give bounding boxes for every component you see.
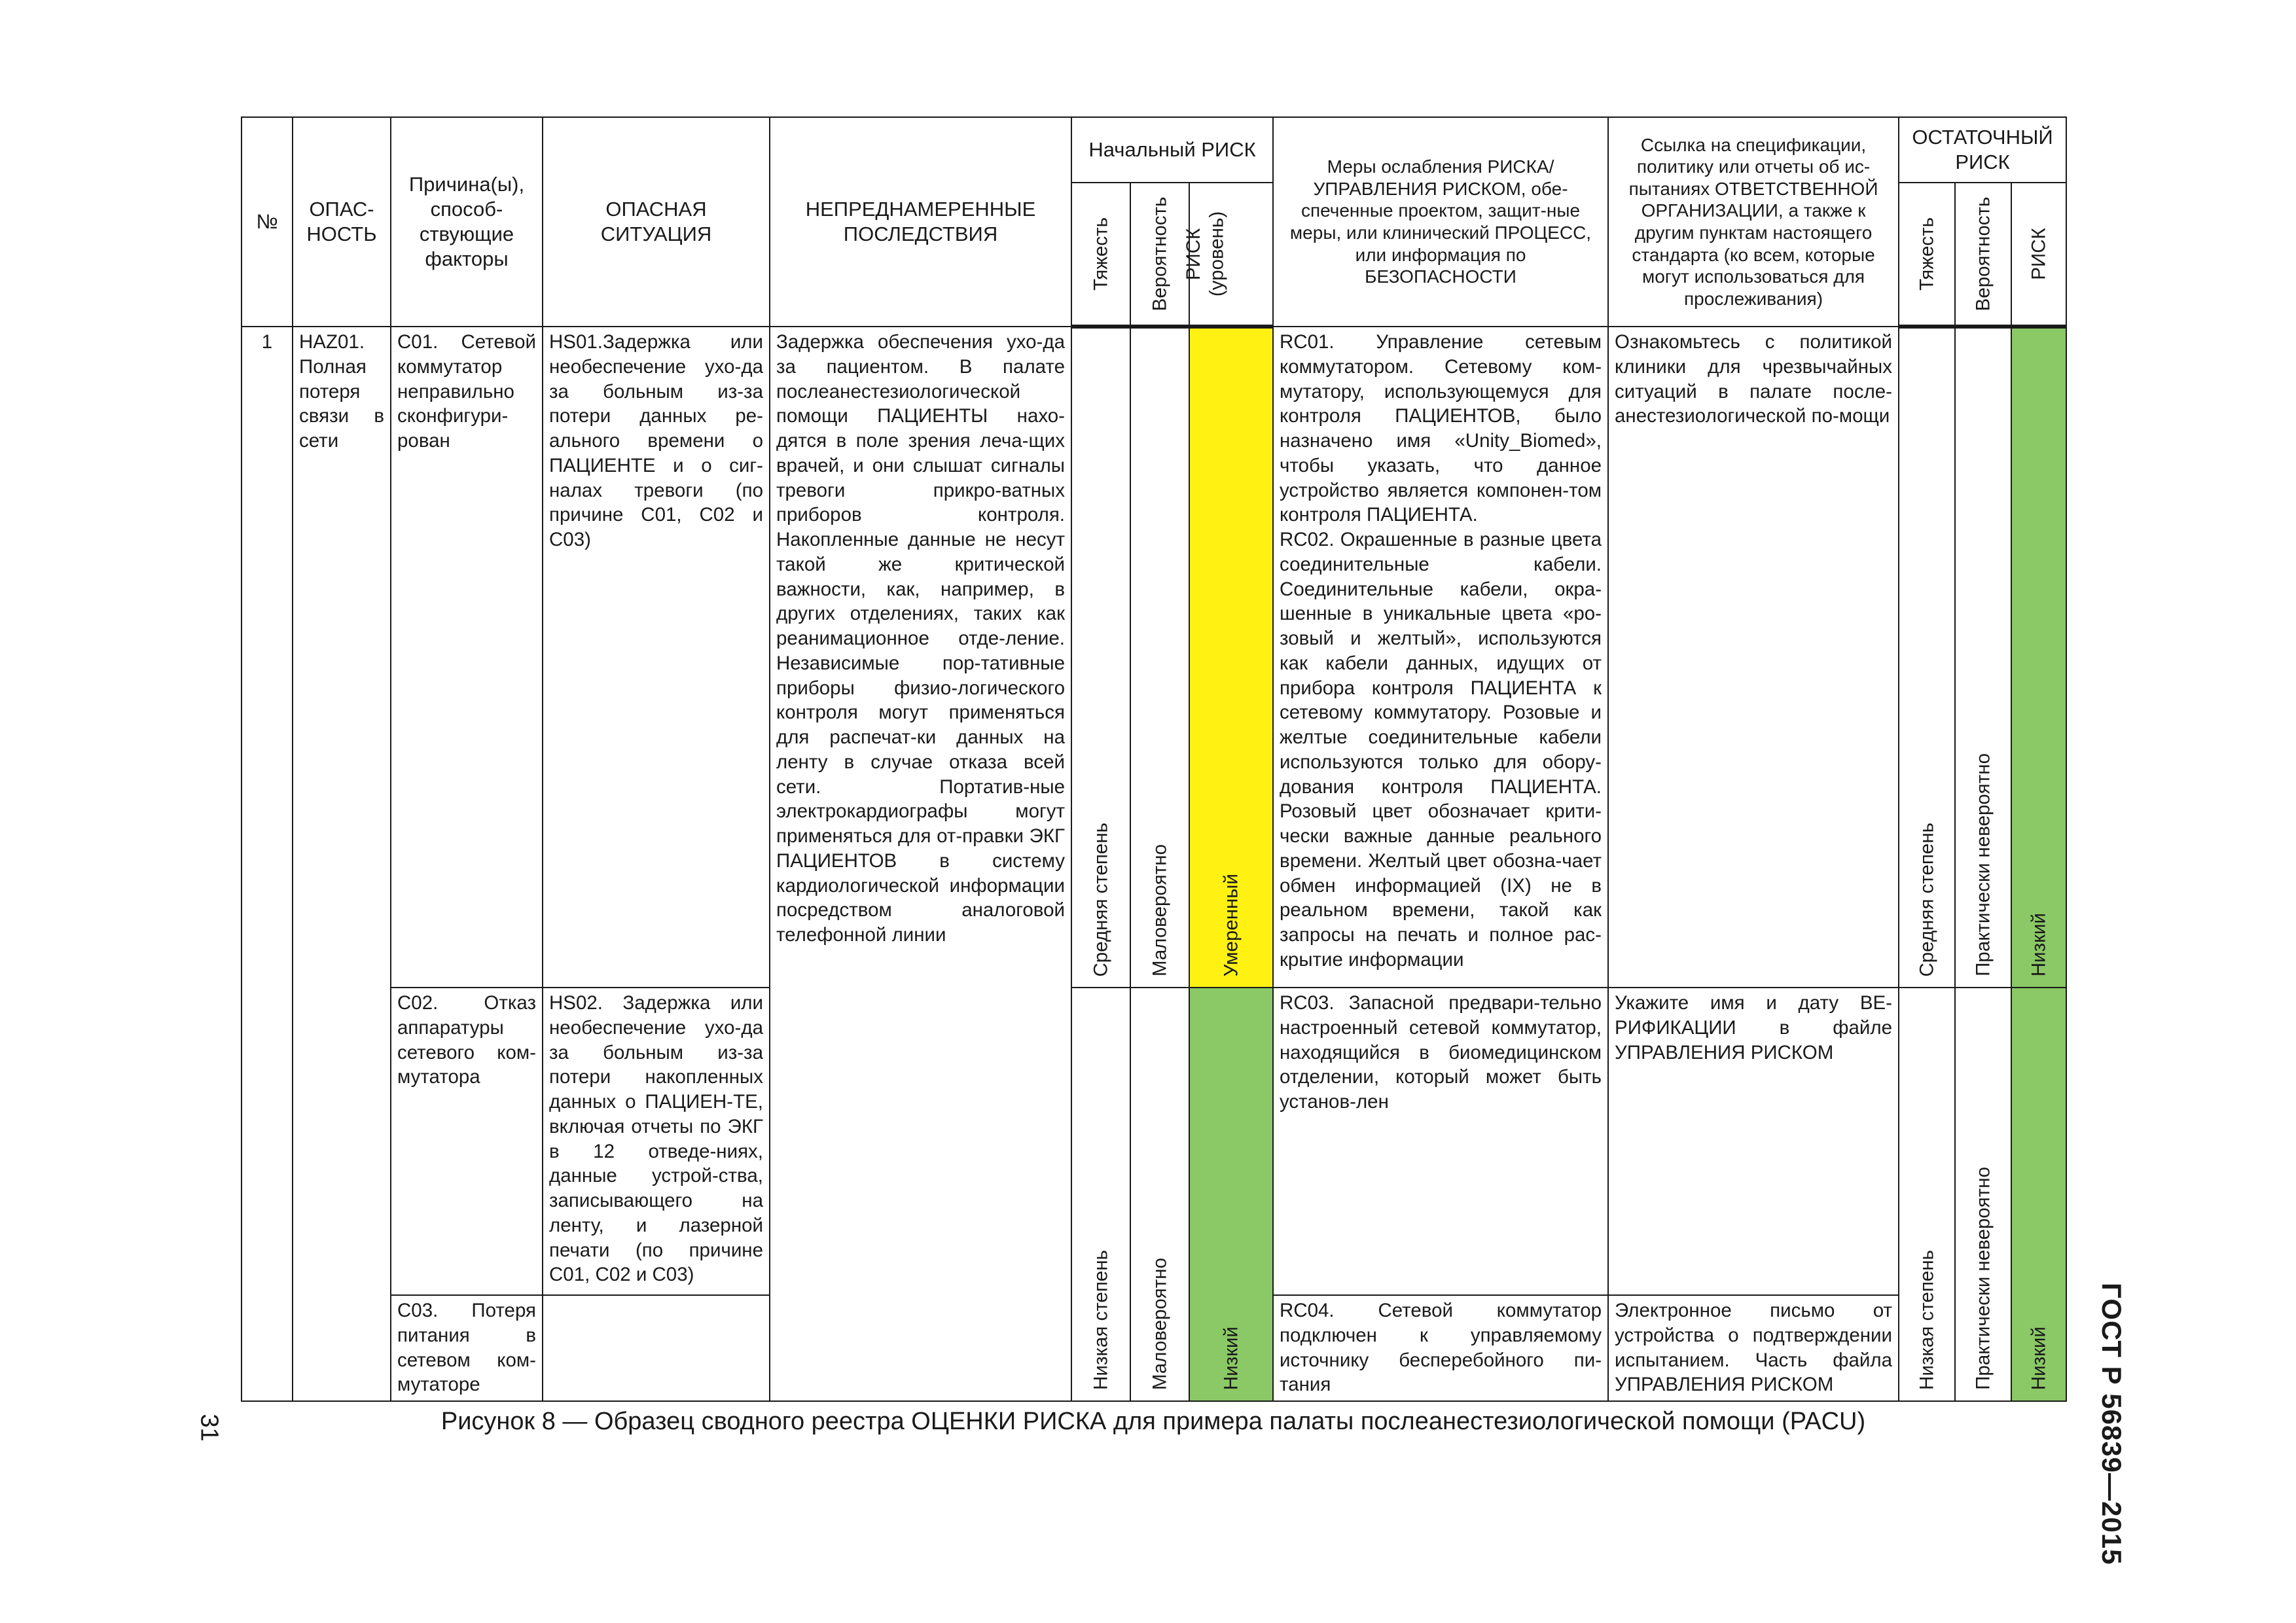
header-consequences: НЕПРЕДНАМЕРЕННЫЕ ПОСЛЕДСТВИЯ bbox=[770, 117, 1071, 327]
header-no: № bbox=[242, 117, 293, 327]
residual-risk-2: Низкий bbox=[2011, 988, 2066, 1401]
row-consequence: Задержка обеспечения ухо-да за пациентом. В палате послеанестезиологической помощи ПАЦИЕНТЫ нахо-дятся в поле зрения леча-щих врачей, и они слышат сигналы тревоги прикро-ватных приборов контроля. Накопленные данные не несут такой же критической важности, как, например, в других отделениях, таких как реанимационное отде-ление. Независимые пор-тативные приборы физио-логического контроля могут применяться для распечат-ки данных на ленту в случае отказа всей сети. Портатив-ные электрокардиографы могут применяться для от-правки ЭКГ ПАЦИЕНТОВ в систему кардиологической информации посредством аналоговой телефонной линии bbox=[770, 327, 1071, 1401]
header-initial-risk: Начальный РИСК bbox=[1071, 117, 1273, 183]
standard-id: ГОСТ Р 56839—2015 bbox=[2096, 1283, 2127, 1565]
control-rc01: RC01. Управление сетевым коммутатором. Сетевому ком-мутатору, использующемуся для контроля ПАЦИЕНТОВ, было назначено имя «Unity_Biomed», чтобы указать, что данное устройство является компонен-том контроля ПАЦИЕНТА. bbox=[1280, 331, 1602, 526]
residual-severity-2: Низкая степень bbox=[1899, 988, 1955, 1401]
initial-severity-1: Средняя степень bbox=[1071, 327, 1130, 988]
risk-register-table bbox=[241, 116, 2067, 1402]
row-cause-c03: C03. Потеря питания в сетевом ком-мутаторе bbox=[391, 1295, 543, 1401]
header-res-severity: Тяжесть bbox=[1899, 183, 1955, 327]
row-cause-c01: C01. Сетевой коммутатор неправильно сконфигури-рован bbox=[391, 327, 543, 988]
header-reference: Ссылка на спецификации, политику или отчеты об ис-пытаниях ОТВЕТСТВЕННОЙ ОРГАНИЗАЦИИ, а также к другим пунктам настоящего стандарта (ко всем, которые могут использоваться для прослеживания) bbox=[1608, 117, 1899, 327]
residual-probability-1: Практически невероятно bbox=[1955, 327, 2011, 988]
row-situation-hs01: HS01.Задержка или необеспечение ухо-да за больным из-за потери данных ре-ального времени о ПАЦИЕНТЕ и о сиг-налах тревоги (по причине C01, C02 и C03) bbox=[543, 327, 770, 988]
control-rc02: RC02. Окрашенные в разные цвета соединительные кабели. Соединительные кабели, окра-шенные в уникальные цвета «ро-зовый и желтый», используются как кабели данных, идущих от прибора контроля ПАЦИЕНТА к сетевому коммутатору. Розовые и желтые соединительные кабели используются только для обору-дования контроля ПАЦИЕНТА. Розовый цвет обозначает крити-чески важные данные реального времени. Желтый цвет обозна-чает обмен информацией (IX) не в реальном времени, такой как запросы на печать и полное рас-крытие информации bbox=[1280, 529, 1602, 971]
residual-risk-1: Низкий bbox=[2011, 327, 2066, 988]
row-hazard: HAZ01. Полная потеря связи в сети bbox=[293, 327, 391, 1401]
row-reference-1: Ознакомьтесь с политикой клиники для чрезвычайных ситуаций в палате после-анестезиологической по-мощи bbox=[1608, 327, 1899, 988]
header-severity: Тяжесть bbox=[1071, 183, 1130, 327]
header-cause: Причина(ы), способ-ствующие факторы bbox=[391, 117, 543, 327]
figure-caption: Рисунок 8 — Образец сводного реестра ОЦЕНКИ РИСКА для примера палаты послеанестезиологической помощи (PACU) bbox=[440, 1408, 1866, 1435]
initial-risk-1: Умеренный bbox=[1189, 327, 1273, 988]
header-situation: ОПАСНАЯ СИТУАЦИЯ bbox=[543, 117, 770, 327]
header-hazard: ОПАС-НОСТЬ bbox=[293, 117, 391, 327]
header-probability: Вероятность bbox=[1130, 183, 1189, 327]
row-cause-c02: C02. Отказ аппаратуры сетевого ком-мутатора bbox=[391, 988, 543, 1295]
row-situation-hs02: HS02. Задержка или необеспечение ухо-да за больным из-за потери накопленных данных о ПАЦИЕН-ТЕ, включая отчеты по ЭКГ в 12 отведе-ниях, данные устрой-ства, записывающего на ленту, и лазерной печати (по причине C01, C02 и C03) bbox=[543, 988, 770, 1295]
initial-risk-2: Низкий bbox=[1189, 988, 1273, 1401]
residual-probability-2: Практически невероятно bbox=[1955, 988, 2011, 1401]
row-reference-3: Электронное письмо от устройства о подтверждении испытанием. Часть файла УПРАВЛЕНИЯ РИСКОМ bbox=[1608, 1295, 1899, 1401]
row-no: 1 bbox=[242, 327, 293, 1401]
row-control-rc03: RC03. Запасной предвари-тельно настроенный сетевой коммутатор, находящийся в биомедицинском отделении, который может быть установ-лен bbox=[1273, 988, 1608, 1295]
header-residual-risk: ОСТАТОЧНЫЙ РИСК bbox=[1899, 117, 2066, 183]
residual-severity-1: Средняя степень bbox=[1899, 327, 1955, 988]
page-number: 31 bbox=[195, 1414, 223, 1442]
initial-probability-1: Маловероятно bbox=[1130, 327, 1189, 988]
header-control: Меры ослабления РИСКА/ УПРАВЛЕНИЯ РИСКОМ, обе-спеченные проектом, защит-ные меры, или клинический ПРОЦЕСС, или информация по БЕЗОПАСНОСТИ bbox=[1273, 117, 1608, 327]
initial-probability-2: Маловероятно bbox=[1130, 988, 1189, 1401]
row-control-rc04: RC04. Сетевой коммутатор подключен к управляемому источнику бесперебойного пи-тания bbox=[1273, 1295, 1608, 1401]
header-res-probability: Вероятность bbox=[1955, 183, 2011, 327]
row-situation-empty bbox=[543, 1295, 770, 1401]
header-risk-level: РИСК (уровень) bbox=[1189, 183, 1273, 327]
row-reference-2: Укажите имя и дату ВЕ-РИФИКАЦИИ в файле УПРАВЛЕНИЯ РИСКОМ bbox=[1608, 988, 1899, 1295]
header-res-risk: РИСК bbox=[2011, 183, 2066, 327]
row-control-rc01-rc02 bbox=[1273, 327, 1608, 988]
initial-severity-2: Низкая степень bbox=[1071, 988, 1130, 1401]
